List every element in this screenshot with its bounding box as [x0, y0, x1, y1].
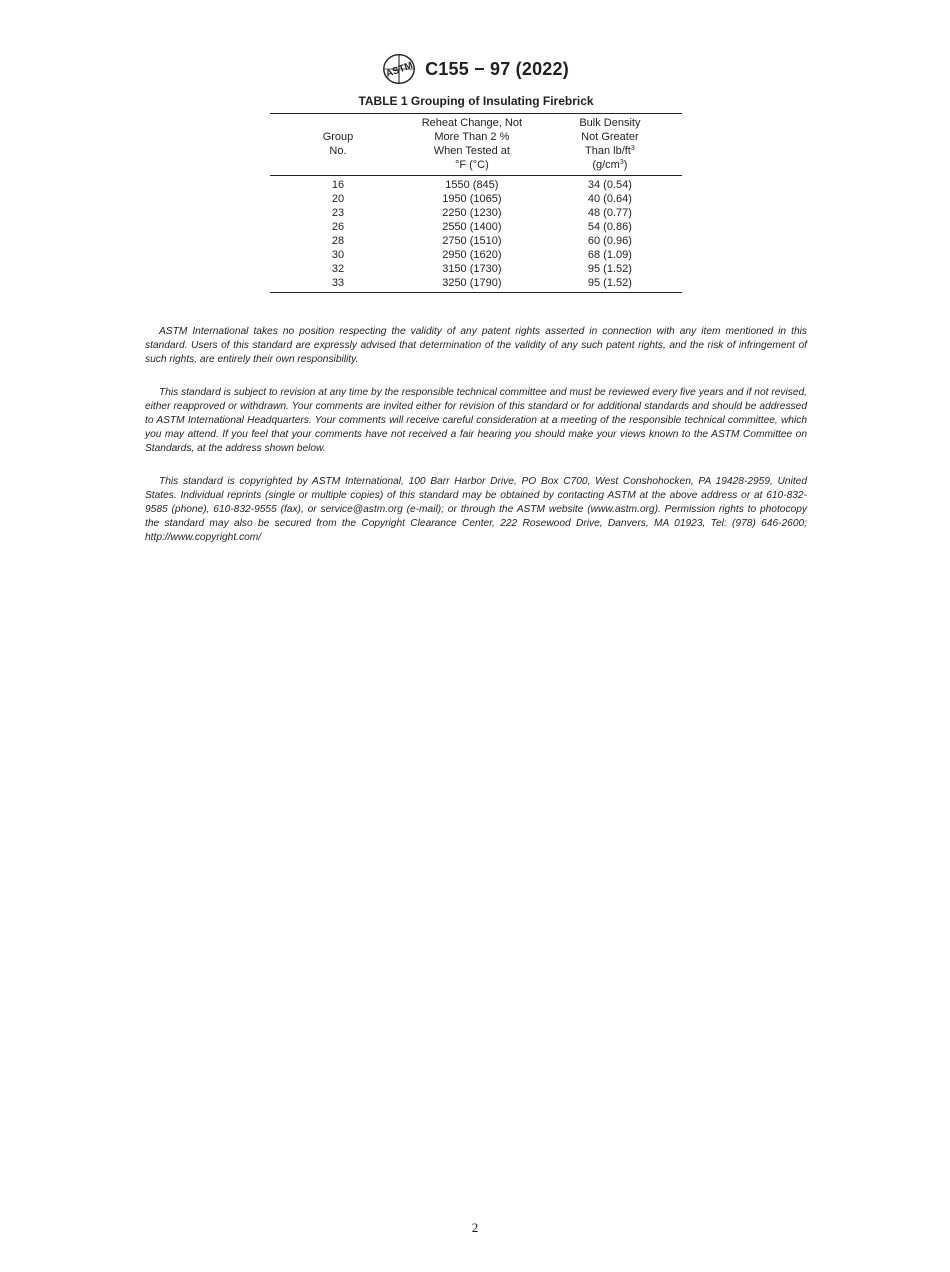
table-cell: 3250 (1790)	[442, 277, 502, 289]
table-cell: 2250 (1230)	[442, 207, 502, 219]
table-row	[270, 192, 682, 206]
table-cell: 20	[331, 193, 345, 205]
table-row	[270, 234, 682, 248]
table-cell: 1550 (845)	[445, 179, 499, 191]
table-row	[270, 262, 682, 276]
grouping-table	[270, 113, 682, 293]
table-cell: 40 (0.64)	[587, 193, 632, 205]
standard-designation: C155 − 97 (2022)	[425, 58, 569, 79]
table-caption: TABLE 1 Grouping of Insulating Firebrick	[358, 94, 594, 108]
table-header-row	[270, 114, 682, 176]
table-cell: 30	[331, 249, 345, 261]
table-cell: 54 (0.86)	[587, 221, 632, 233]
table-cell: 23	[331, 207, 345, 219]
column-header-density: Bulk Density Not Greater Than $lb/ft^3$ $(g/cm^3)$	[538, 114, 682, 176]
page-number: 2	[471, 1220, 479, 1235]
column-header-reheat: Reheat Change, Not More Than 2 % When Tested at °F (°C)	[406, 114, 538, 176]
table-cell: 2550 (1400)	[442, 221, 502, 233]
table-cell: 16	[331, 179, 345, 191]
copyright-notice: This standard is copyrighted by ASTM International, 100 Barr Harbor Drive, PO Box C700, West Conshohocken, PA 19428-2959, United States. Individual reprints (single or multiple copies) of this standard may be obtained by contacting ASTM at the above address or at 610-832-9585 (phone), 610-832-9555 (fax), or service@astm.org (e-mail); or through the ASTM website (www.astm.org). Permission rights to photocopy the standard may also be secured from the Copyright Clearance Center, 222 Rosewood Drive, Danvers, MA 01923, Tel: (978) 646-2600; http://www.copyright.com/	[145, 476, 807, 543]
table-cell: 33	[331, 277, 345, 289]
astm-logo-icon	[381, 52, 417, 86]
table-cell: 2750 (1510)	[442, 235, 502, 247]
revision-notice: This standard is subject to revision at any time by the responsible technical committee and must be reviewed every five years and if not revised, either reapproved or withdrawn. Your comments are invited either for revision of this standard or for additional standards and should be addressed to ASTM International Headquarters. Your comments will receive careful consideration at a meeting of the responsible technical committee, which you may attend. If you feel that your comments have not received a fair hearing you should make your views known to the ASTM Committee on Standards, at the address shown below.	[145, 387, 807, 454]
table-cell: 34 (0.54)	[587, 179, 632, 191]
table-cell: 68 (1.09)	[587, 249, 632, 261]
page-header	[0, 52, 950, 86]
table-cell: 28	[331, 235, 345, 247]
table-cell: 26	[331, 221, 345, 233]
table-row	[270, 220, 682, 234]
table-row	[270, 276, 682, 292]
table-cell: 95 (1.52)	[587, 277, 632, 289]
logo-text: ASTM	[384, 60, 415, 80]
table-cell: 2950 (1620)	[442, 249, 502, 261]
table-cell: 95 (1.52)	[587, 263, 632, 275]
table-body	[270, 176, 682, 293]
table-row	[270, 248, 682, 262]
table-row	[270, 206, 682, 220]
column-header-group: Group No.	[270, 114, 406, 176]
table-cell: 48 (0.77)	[587, 207, 632, 219]
table-cell: 1950 (1065)	[442, 193, 502, 205]
patent-notice: ASTM International takes no position respecting the validity of any patent rights asserted in connection with any item mentioned in this standard. Users of this standard are expressly advised that determination of the validity of any such patent rights, and the risk of infringement of such rights, are entirely their own responsibility.	[145, 326, 807, 365]
table-cell: 60 (0.96)	[587, 235, 632, 247]
table-row	[270, 176, 682, 193]
table-cell: 32	[331, 263, 345, 275]
table-cell: 3150 (1730)	[442, 263, 502, 275]
notices-section	[145, 325, 807, 564]
